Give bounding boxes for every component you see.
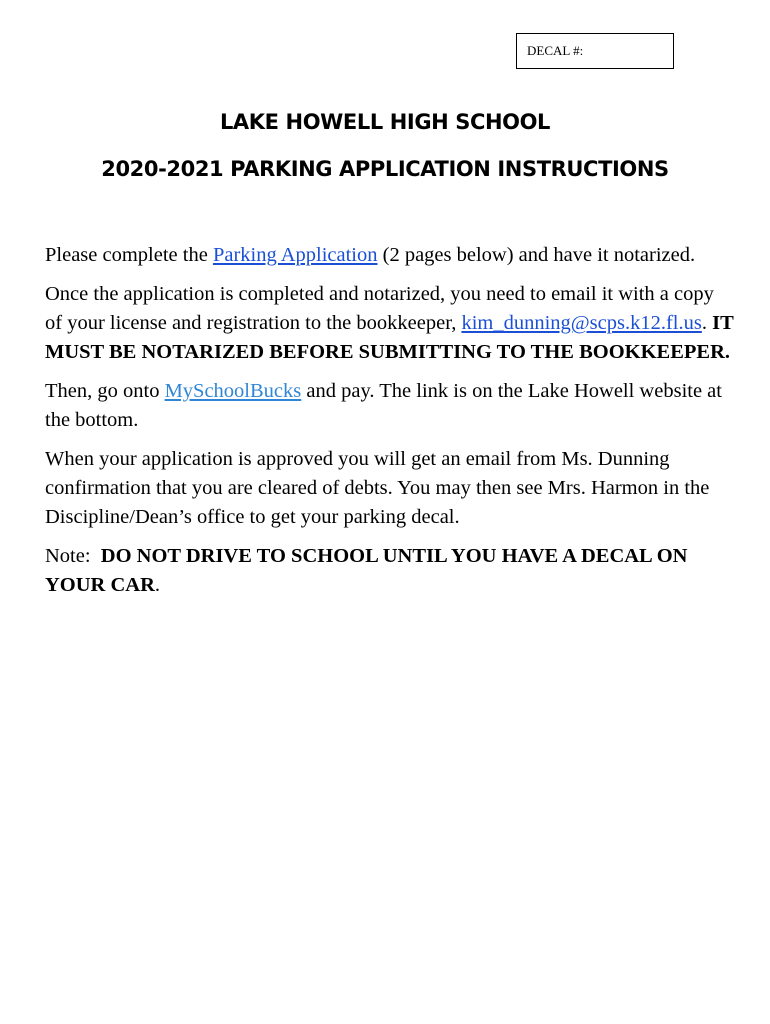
- instructions-body: [45, 241, 735, 610]
- text: .: [154, 574, 161, 596]
- text: When your application is approved you will get an email from Ms. Dunning confirmation that you are cleared of debts. You may then see Mrs. Harmon in the Discipline/Dean’s office to get your parking decal.: [45, 448, 710, 528]
- text: Then, go onto: [45, 380, 165, 402]
- text: Once the application is completed and notarized, you need to email it with a copy of your license and registration to the bookkeeper,: [45, 283, 714, 334]
- text: Please complete the: [45, 244, 213, 266]
- notarized-warning: IT MUST BE NOTARIZED BEFORE SUBMITTING TO THE BOOKKEEPER.: [45, 312, 734, 363]
- paragraph-complete-application: [45, 241, 735, 270]
- paragraph-note: [45, 542, 735, 600]
- text: and pay. The link is on the Lake Howell website at the bottom.: [45, 380, 722, 431]
- text: (2 pages below) and have it notarized.: [377, 244, 696, 266]
- myschoolbucks-link[interactable]: MySchoolBucks: [164, 380, 302, 402]
- paragraph-payment: [45, 377, 735, 435]
- school-title: LAKE HOWELL HIGH SCHOOL: [219, 110, 551, 134]
- paragraph-approval: [45, 445, 735, 532]
- text: .: [701, 312, 713, 334]
- paragraph-email-instructions: [45, 280, 735, 367]
- bookkeeper-email-link[interactable]: kim_dunning@scps.k12.fl.us: [461, 312, 702, 334]
- decal-label: DECAL #:: [527, 43, 584, 58]
- note-label: Note:: [45, 545, 101, 567]
- document-title: 2020-2021 PARKING APPLICATION INSTRUCTIONS: [101, 157, 669, 181]
- decal-number-box: [516, 33, 674, 69]
- parking-application-link[interactable]: Parking Application: [212, 244, 378, 266]
- do-not-drive-warning: DO NOT DRIVE TO SCHOOL UNTIL YOU HAVE A DECAL ON YOUR CAR: [45, 545, 688, 596]
